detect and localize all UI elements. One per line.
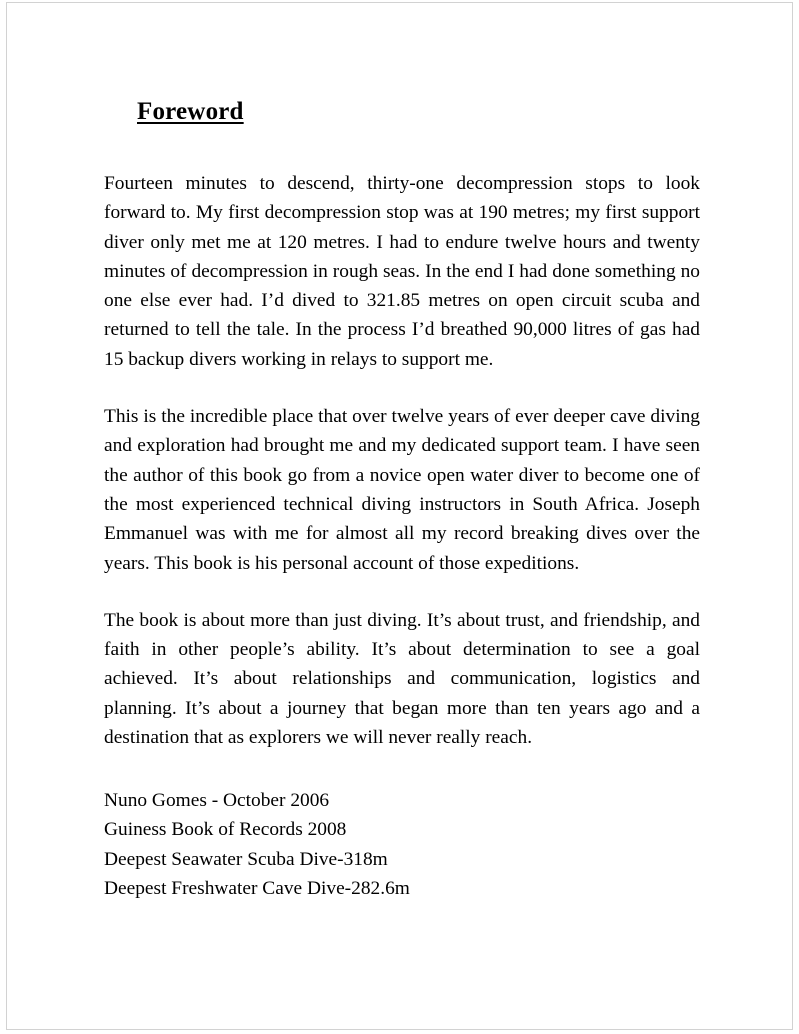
signature-credential-line: Guiness Book of Records 2008 <box>104 819 347 841</box>
page-content-area <box>103 3 699 1029</box>
body-paragraph: Fourteen minutes to descend, thirty-one decompression stops to look forward to. My first decompression stop was at 190 metres; my first support diver only met me at 120 metres. I had to endure twelve hours and twenty minutes of decompression in rough seas. In the end I had done something no one else ever had. I’d dived to 321.85 metres on open circuit scuba and returned to tell the tale. In the process I’d breathed 90,000 litres of gas had 15 backup divers working in relays to support me. <box>104 173 700 370</box>
body-paragraph: This is the incredible place that over twelve years of ever deeper cave diving and exploration had brought me and my dedicated support team. I have seen the author of this book go from a novice open water diver to become one of the most experienced technical diving instructors in South Africa. Joseph Emmanuel was with me for almost all my record breaking dives over the years. This book is his personal account of those expeditions. <box>104 406 700 574</box>
signature-credential-line: Deepest Seawater Scuba Dive-318m <box>104 848 388 870</box>
document-page <box>6 2 793 1030</box>
document-body <box>104 169 700 752</box>
signature-author-line: Nuno Gomes - October 2006 <box>104 790 330 811</box>
page-title: Foreword <box>137 98 244 125</box>
signature-block <box>104 786 700 903</box>
body-paragraph: The book is about more than just diving. It’s about trust, and friendship, and faith in other people’s ability. It’s about determination to see a goal achieved. It’s about relationships and communication, logistics and planning. It’s about a journey that began more than ten years ago and a destination that as explorers we will never really reach. <box>104 609 700 749</box>
signature-credential-line: Deepest Freshwater Cave Dive-282.6m <box>104 877 410 899</box>
